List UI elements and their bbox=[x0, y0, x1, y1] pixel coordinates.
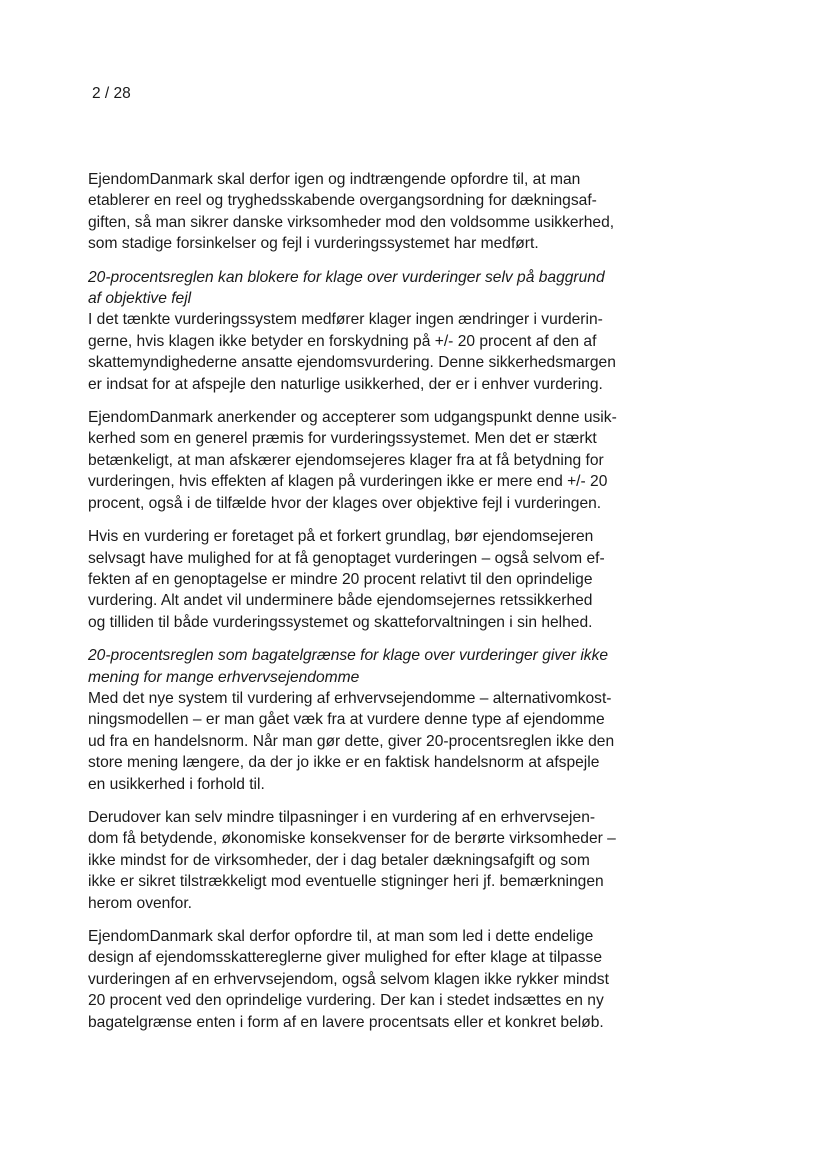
text-line: er indsat for at afspejle den naturlige usikkerhed, der er i enhver vurdering. bbox=[88, 375, 603, 393]
text-line: fekten af en genoptagelse er mindre 20 procent relativt til den oprindelige bbox=[88, 570, 593, 588]
text-line: I det tænkte vurderingssystem medfører klager ingen ændringer i vurderin- bbox=[88, 311, 603, 329]
text-line: EjendomDanmark skal derfor igen og indtrængende opfordre til, at man bbox=[88, 171, 581, 188]
text-line: giften, så man sikrer danske virksomheder mod den voldsomme usikkerhed, bbox=[88, 213, 615, 231]
paragraph-1 bbox=[88, 169, 674, 255]
text-line: 20 procent ved den oprindelige vurdering. Der kan i stedet indsættes en ny bbox=[88, 992, 604, 1010]
text-line: ningsmodellen – er man gået væk fra at vurdere denne type af ejendomme bbox=[88, 711, 605, 729]
paragraph-4 bbox=[88, 526, 674, 633]
section-20-percent-rule-blocking bbox=[88, 267, 674, 395]
heading-line: mening for mange erhvervsejendomme bbox=[88, 668, 360, 686]
text-line: design af ejendomsskattereglerne giver mulighed for efter klage at tilpasse bbox=[88, 949, 603, 967]
heading-line: af objektive fejl bbox=[88, 290, 192, 308]
text-line: kerhed som en generel præmis for vurderingssystemet. Men det er stærkt bbox=[88, 430, 597, 448]
section-heading bbox=[88, 267, 674, 310]
document-body bbox=[88, 169, 674, 1045]
text-line: Derudover kan selv mindre tilpasninger i en vurdering af en erhvervsejen- bbox=[88, 808, 596, 826]
paragraph-7 bbox=[88, 926, 674, 1033]
heading-line: 20-procentsreglen som bagatelgrænse for klage over vurderinger giver ikke bbox=[88, 647, 609, 665]
text-line: ikke mindst for de virksomheder, der i dag betaler dækningsafgift og som bbox=[88, 851, 590, 869]
text-line: en usikkerhed i forhold til. bbox=[88, 775, 265, 793]
page-number: 2 / 28 bbox=[92, 85, 131, 102]
text-line: og tilliden til både vurderingssystemet og skatteforvaltningen i sin helhed. bbox=[88, 613, 593, 631]
text-line: vurderingen af en erhvervsejendom, også selvom klagen ikke rykker mindst bbox=[88, 970, 609, 988]
text-line: EjendomDanmark skal derfor opfordre til, at man som led i dette endelige bbox=[88, 928, 594, 945]
text-line: Med det nye system til vurdering af erhvervsejendomme – alternativomkost- bbox=[88, 689, 612, 707]
text-line: dom få betydende, økonomiske konsekvenser for de berørte virksomheder – bbox=[88, 830, 616, 848]
heading-line: 20-procentsreglen kan blokere for klage over vurderinger selv på baggrund bbox=[88, 268, 605, 286]
paragraph-6 bbox=[88, 807, 674, 914]
paragraph-3 bbox=[88, 407, 674, 514]
section-20-percent-rule-threshold bbox=[88, 645, 674, 795]
text-line: betænkeligt, at man afskærer ejendomsejeres klager fra at få betydning for bbox=[88, 451, 604, 469]
text-line: herom ovenfor. bbox=[88, 894, 193, 912]
text-line: etablerer en reel og tryghedsskabende overgangsordning for dækningsaf- bbox=[88, 192, 597, 210]
text-line: vurdering. Alt andet vil underminere både ejendomsejernes retssikkerhed bbox=[88, 592, 593, 610]
text-line: ikke er sikret tilstrækkeligt mod eventuelle stigninger heri jf. bemærkningen bbox=[88, 873, 604, 891]
text-line: vurderingen, hvis effekten af klagen på vurderingen ikke er mere end +/- 20 bbox=[88, 473, 608, 491]
text-line: procent, også i de tilfælde hvor der klages over objektive fejl i vurderingen. bbox=[88, 494, 602, 512]
section-heading bbox=[88, 645, 674, 688]
text-line: EjendomDanmark anerkender og accepterer som udgangspunkt denne usik- bbox=[88, 409, 617, 427]
text-line: bagatelgrænse enten i form af en lavere procentsats eller et konkret beløb. bbox=[88, 1013, 604, 1031]
text-line: som stadige forsinkelser og fejl i vurderingssystemet har medført. bbox=[88, 235, 539, 253]
text-line: skattemyndighederne ansatte ejendomsvurdering. Denne sikkerhedsmargen bbox=[88, 354, 616, 372]
text-line: gerne, hvis klagen ikke betyder en forskydning på +/- 20 procent af den af bbox=[88, 332, 597, 350]
text-line: store mening længere, da der jo ikke er en faktisk handelsnorm at afspejle bbox=[88, 754, 600, 772]
text-line: selvsagt have mulighed for at få genoptaget vurderingen – også selvom ef- bbox=[88, 549, 605, 567]
text-line: Hvis en vurdering er foretaget på et forkert grundlag, bør ejendomsejeren bbox=[88, 528, 594, 546]
text-line: ud fra en handelsnorm. Når man gør dette, giver 20-procentsreglen ikke den bbox=[88, 732, 615, 750]
